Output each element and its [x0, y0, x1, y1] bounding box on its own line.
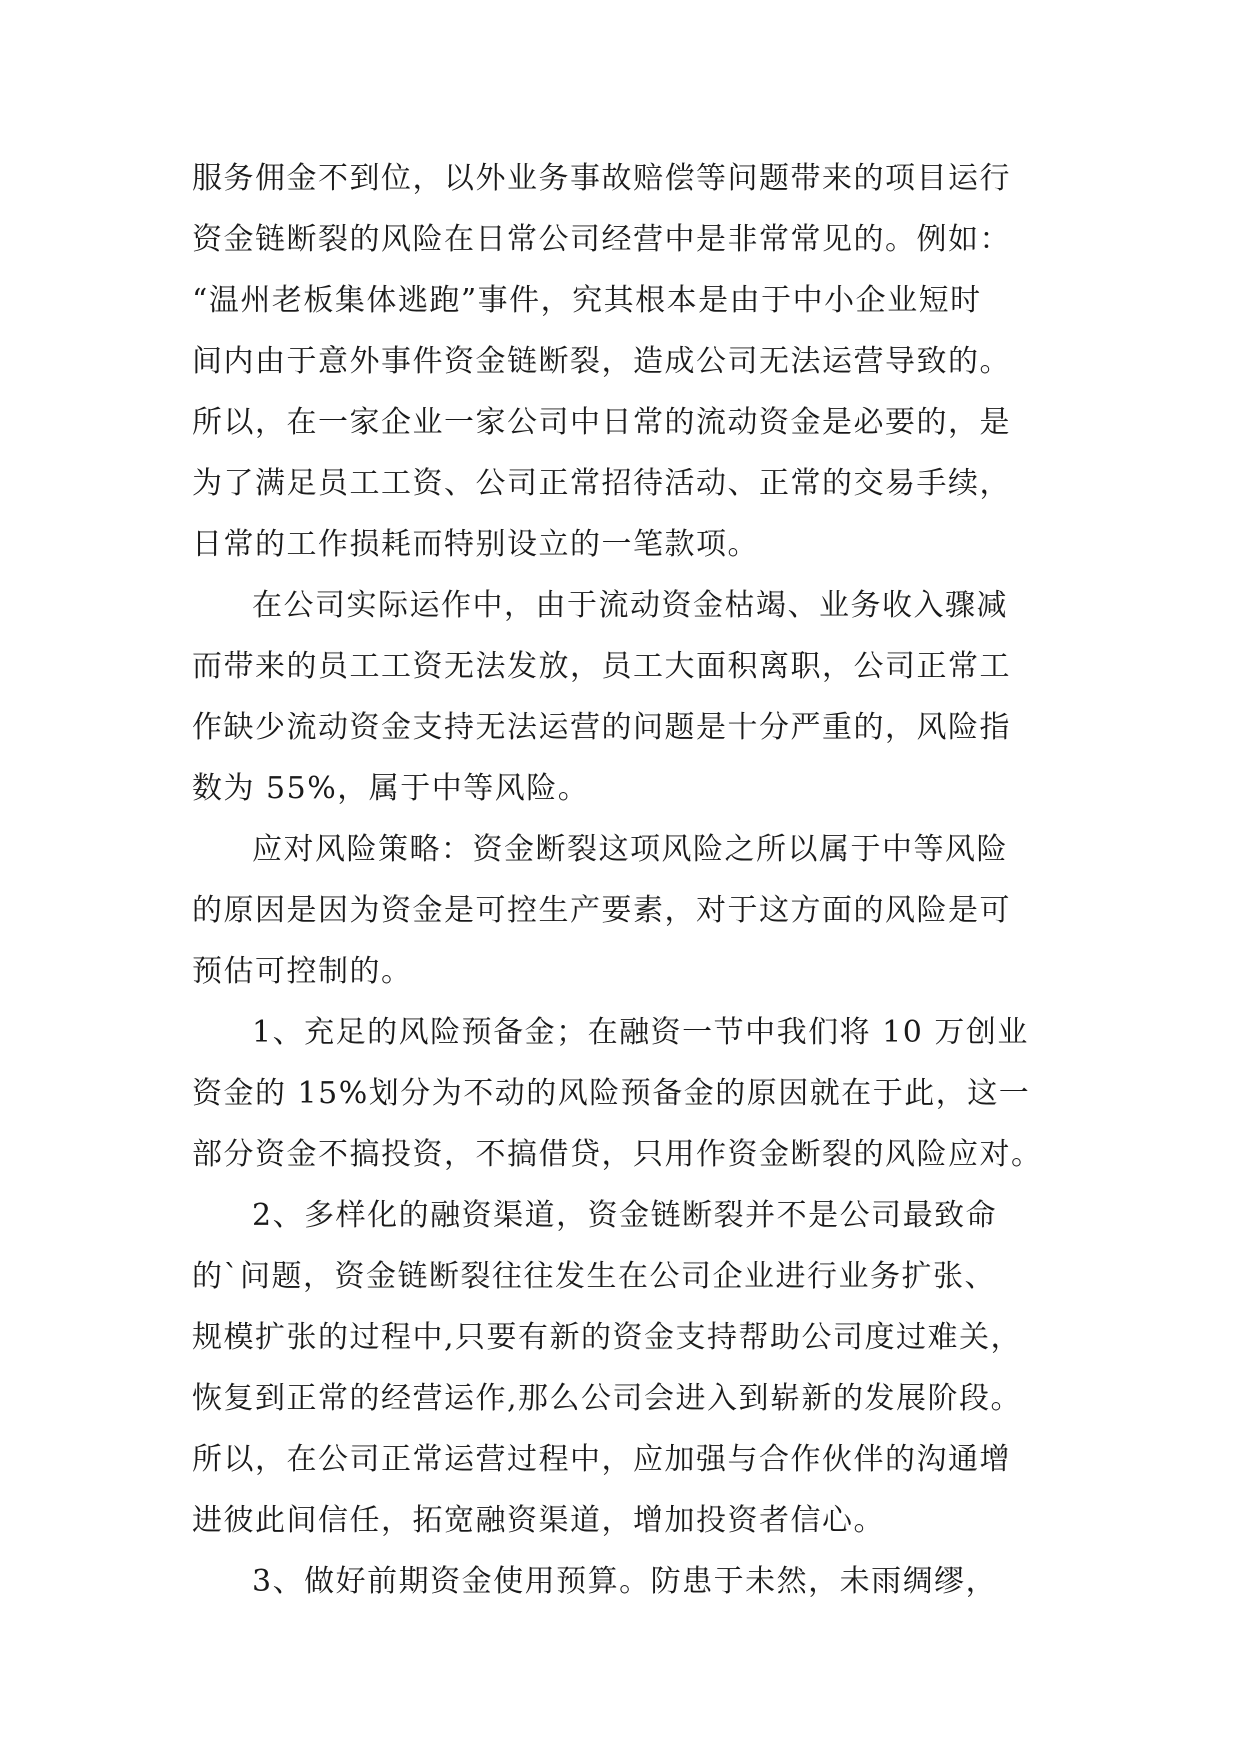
text-line: 的原因是因为资金是可控生产要素，对于这方面的风险是可 [192, 893, 1011, 928]
text-line: 所以，在一家企业一家公司中日常的流动资金是必要的，是 [192, 405, 1011, 440]
text-line: 规模扩张的过程中,只要有新的资金支持帮助公司度过难关， [192, 1320, 1023, 1355]
text-line: 在公司实际运作中，由于流动资金枯竭、业务收入骤减 [252, 588, 1008, 623]
text-line: 服务佣金不到位，以外业务事故赔偿等问题带来的项目运行 [192, 161, 1011, 196]
text-line: 1、充足的风险预备金；在融资一节中我们将 10 万创业 [252, 1015, 1029, 1050]
text-line: 资金链断裂的风险在日常公司经营中是非常常见的。例如： [192, 222, 1011, 257]
text-line: 恢复到正常的经营运作,那么公司会进入到崭新的发展阶段。 [192, 1381, 1023, 1416]
text-line: 进彼此间信任，拓宽融资渠道，增加投资者信心。 [192, 1503, 885, 1538]
text-line: 3、做好前期资金使用预算。防患于未然，未雨绸缪， [252, 1564, 998, 1599]
body-text [192, 148, 1072, 1612]
text-line: 为了满足员工工资、公司正常招待活动、正常的交易手续， [192, 466, 1011, 501]
text-line: 而带来的员工工资无法发放，员工大面积离职，公司正常工 [192, 649, 1011, 684]
text-line: 2、多样化的融资渠道，资金链断裂并不是公司最致命 [252, 1198, 998, 1233]
text-line: 的`问题，资金链断裂往往发生在公司企业进行业务扩张、 [192, 1259, 996, 1294]
text-line: 作缺少流动资金支持无法运营的问题是十分严重的，风险指 [192, 710, 1011, 745]
text-line: 预估可控制的。 [192, 954, 413, 989]
text-line: 应对风险策略：资金断裂这项风险之所以属于中等风险 [252, 832, 1008, 867]
text-line: 所以，在公司正常运营过程中，应加强与合作伙伴的沟通增 [192, 1442, 1011, 1477]
text-line: 资金的 15%划分为不动的风险预备金的原因就在于此，这一 [192, 1076, 1031, 1111]
text-line: 间内由于意外事件资金链断裂，造成公司无法运营导致的。 [192, 344, 1011, 379]
text-line: “温州老板集体逃跑”事件，究其根本是由于中小企业短时 [192, 283, 982, 318]
text-line: 日常的工作损耗而特别设立的一笔款项。 [192, 527, 759, 562]
text-line: 部分资金不搞投资，不搞借贷，只用作资金断裂的风险应对。 [192, 1137, 1043, 1172]
text-line: 数为 55%，属于中等风险。 [192, 771, 590, 806]
